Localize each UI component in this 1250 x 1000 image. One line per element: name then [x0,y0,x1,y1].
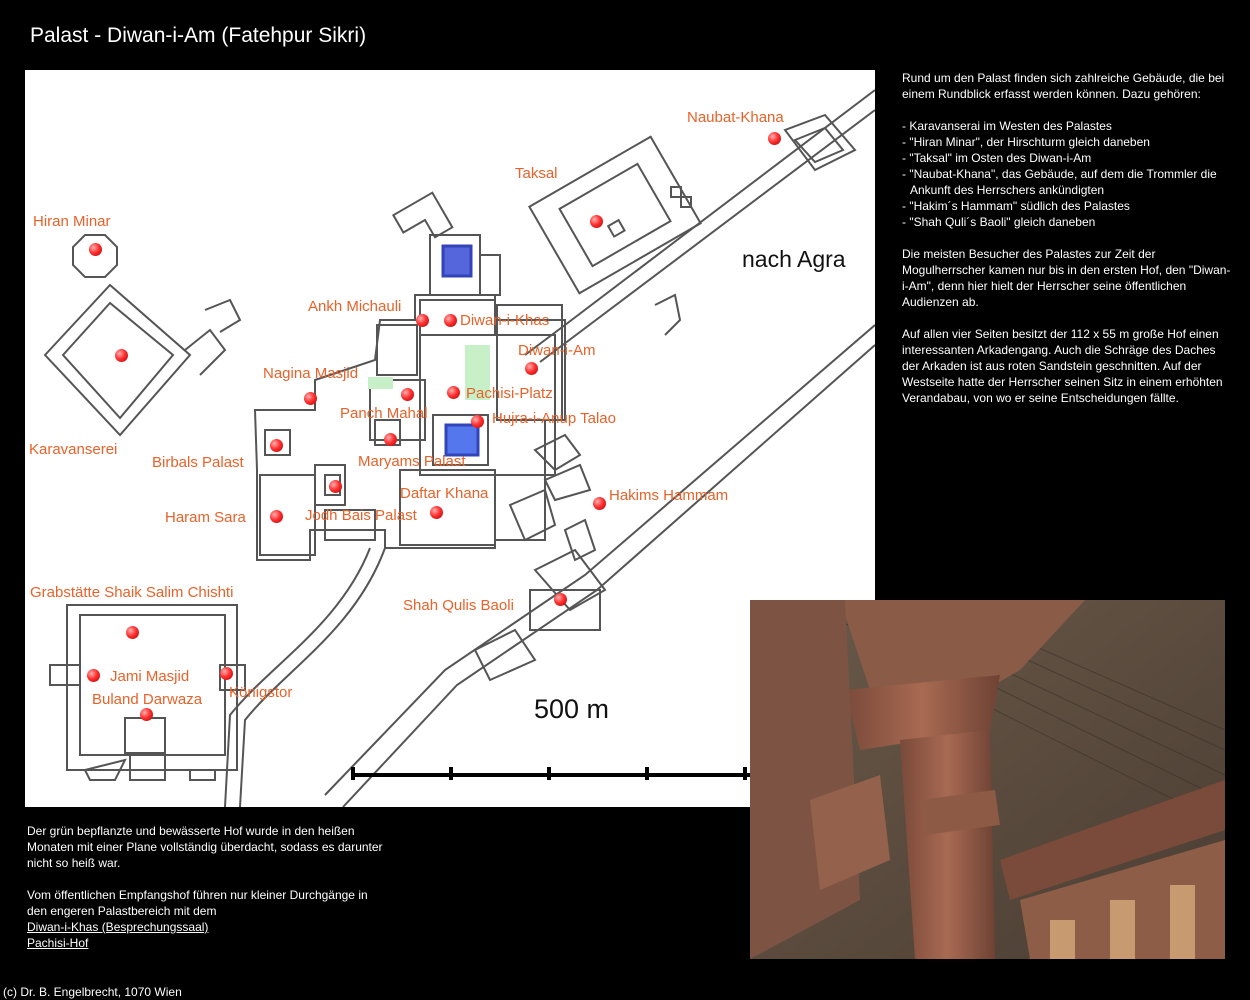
marker-diwan-i-khas [444,314,457,327]
label-karavanserei: Karavanserei [29,441,118,458]
label-daftar-khana: Daftar Khana [400,485,489,502]
caption-panel [27,823,387,951]
marker-daftar-khana [430,506,443,519]
label-panch-mahal: Panch Mahal [340,405,428,422]
marker-hujra [471,415,484,428]
label-diwan-i-khas: Diwan-i-Khas [460,312,550,329]
marker-hakims-hammam [593,497,606,510]
label-hiran-minar: Hiran Minar [33,213,111,230]
road-west-inner [225,548,370,807]
arcade-photo-drawing [750,600,1225,959]
description-visitors: Die meisten Besucher des Palastes zur Zeit der Mogulherrscher kamen nur bis in den ersten Hof, den "Diwan-i-Am", denn hier hielt der Herrscher seine öffentlichen Audienzen ab. [902,247,1231,309]
list-item: - "Naubat-Khana", das Gebäude, auf dem die Trommler die Ankunft des Herrschers ankündigten [902,167,1217,197]
label-buland-darwaza: Buland Darwaza [92,691,203,708]
label-naubat-khana: Naubat-Khana [687,109,784,126]
label-hujra: Hujra-i-Anup Talao [492,410,616,427]
marker-ankh-michauli [416,314,429,327]
naubat-khana-shape [785,115,855,170]
list-item: - "Taksal" im Osten des Diwan-i-Am [902,151,1092,165]
label-nagina-masjid: Nagina Masjid [263,365,359,382]
marker-grabstaette [126,626,139,639]
label-nach-agra: nach Agra [742,246,846,272]
list-item: - "Hiran Minar", der Hirschturm gleich daneben [902,135,1150,149]
label-birbals-palast: Birbals Palast [152,454,244,471]
taksal-outer [529,137,700,294]
hiran-minar-shape [73,235,117,277]
label-taksal: Taksal [515,165,558,182]
caption-passages: Vom öffentlichen Empfangshof führen nur kleiner Durchgänge in den engeren Palastbereich mit dem [27,888,368,918]
jami-masjid-outer [67,605,237,770]
marker-karavanserei [115,349,128,362]
water-tank-anup-talao [446,425,478,455]
site-map [25,70,875,807]
marker-shah-qulis-baoli [554,593,567,606]
list-item: - "Hakim´s Hammam" südlich des Palastes [902,199,1130,213]
link-pachisi-hof[interactable]: Pachisi-Hof [27,936,89,950]
marker-jodh-bais [329,480,342,493]
label-jami-masjid: Jami Masjid [110,668,190,685]
label-ankh-michauli: Ankh Michauli [308,298,402,315]
label-scale: 500 m [534,694,610,724]
building-list [902,118,1232,230]
marker-jami-masjid [87,669,100,682]
label-pachisi-platz: Pachisi-Platz [466,385,553,402]
label-haram-sara: Haram Sara [165,509,246,526]
label-maryams-palast: Maryams Palast [358,453,466,470]
marker-birbals-palast [270,439,283,452]
water-tank-north [443,246,471,276]
description-arcade: Auf allen vier Seiten besitzt der 112 x 55 m große Hof einen interessanten Arkadengang. Auch die Schräge des Daches der Arkaden ist aus roten Sandstein geschnitten. Auf der Westseite hatte der Herrscher seinen Sitz in einem erhöhten Verandabau, von wo er seine Entscheidungen fällte. [902,327,1223,405]
marker-pachisi-platz [447,386,460,399]
link-diwan-i-khas[interactable]: Diwan-i-Khas (Besprechungssaal) [27,920,209,934]
road-agra-inner [540,110,875,362]
list-item: - Karavanserai im Westen des Palastes [902,119,1112,133]
road-west [240,548,385,807]
copyright-footer: (c) Dr. B. Engelbrecht, 1070 Wien [3,985,182,999]
marker-buland-darwaza [140,708,153,721]
marker-diwan-i-am [525,362,538,375]
list-item: - "Shah Quli´s Baoli" gleich daneben [902,215,1096,229]
marker-taksal [590,215,603,228]
label-shah-qulis-baoli: Shah Qulis Baoli [403,597,514,614]
label-grabstaette: Grabstätte Shaik Salim Chishti [30,584,234,601]
label-hakims-hammam: Hakims Hammam [609,487,729,504]
label-koenigstor: Königstor [229,684,293,701]
jami-masjid-inner [80,615,225,755]
arcade-photo [750,600,1225,959]
scale-bar [353,767,750,780]
marker-panch-mahal [401,388,414,401]
marker-nagina-masjid [304,392,317,405]
marker-maryams-palast [384,433,397,446]
caption-garden: Der grün bepflanzte und bewässerte Hof wurde in den heißen Monaten mit einer Plane vollständig überdacht, sodass es darunter nicht so heiß war. [27,824,383,870]
marker-haram-sara [270,510,283,523]
marker-koenigstor [220,667,233,680]
label-diwan-i-am: Diwan-i-Am [518,342,596,359]
marker-naubat-khana [768,132,781,145]
marker-hiran-minar [89,243,102,256]
label-jodh-bais-palast: Jodh Bais Palast [305,507,417,524]
page-title: Palast - Diwan-i-Am (Fatehpur Sikri) [30,24,367,47]
description-panel [902,70,1232,422]
description-intro: Rund um den Palast finden sich zahlreiche Gebäude, die bei einem Rundblick erfasst werden können. Dazu gehören: [902,71,1225,101]
